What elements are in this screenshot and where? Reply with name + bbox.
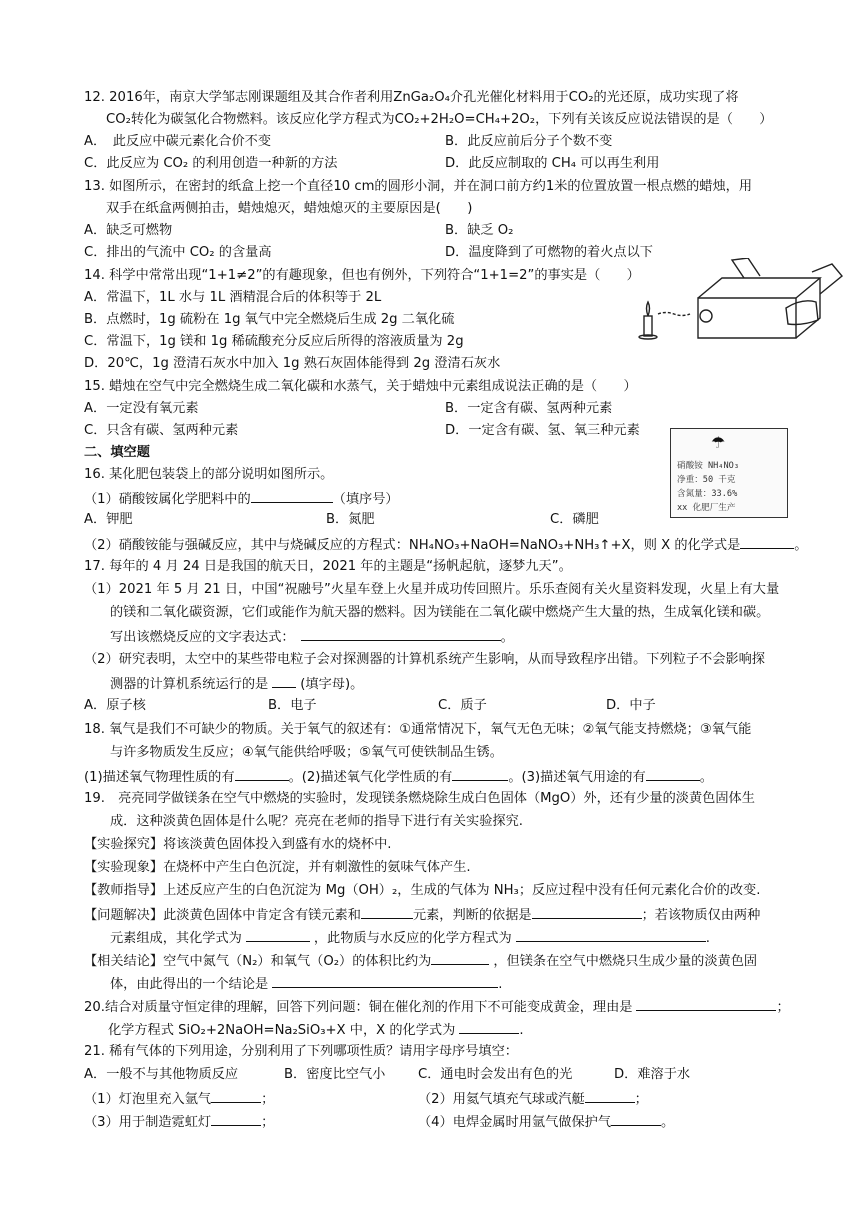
q20-2-text: 化学方程式 SiO₂+2NaOH=Na₂SiO₃+X 中，X 的化学式为 — [108, 1023, 456, 1038]
q21-4-text: （4）电焊金属时用氩气做保护气 — [418, 1115, 612, 1130]
q18-3-text: 。(3)描述氧气用途的有 — [508, 770, 646, 785]
fertilizer-name: 硝酸铵 NH₄NO₃ — [677, 461, 739, 471]
question-18-line-1: 18. 氧气是我们不可缺少的物质。关于氧气的叙述有：①通常情况下，氧气无色无味；②氧气能支持燃烧；③氧气能 — [84, 722, 752, 737]
q19-e-end: . — [705, 931, 710, 946]
q16-2-text: （2）硝酸铵能与强碱反应，其中与烧碱反应的方程式：NH₄NO₃+NaOH=NaNO₃+NH₃↑+X，则 X 的化学式是 — [84, 538, 741, 553]
question-20-line-1 — [84, 996, 790, 1018]
q21-1-blank[interactable] — [211, 1088, 261, 1103]
q19-e-blank[interactable] — [516, 927, 706, 942]
option-17a: A．原子核 — [84, 698, 146, 713]
q19-d-blank[interactable] — [246, 927, 310, 942]
experiment-phenomenon: 【实验现象】在烧杯中产生白色沉淀，并有刺激性的氨味气体产生. — [84, 860, 471, 875]
q19-b-blank[interactable] — [532, 904, 642, 919]
q20-2-end: . — [519, 1023, 524, 1038]
option-15b: B．一定含有碳、氢两种元素 — [445, 401, 613, 416]
option-13c: C．排出的气流中 CO₂ 的含量高 — [84, 245, 272, 260]
q16-1-blank[interactable] — [251, 488, 333, 503]
q21-4-blank[interactable] — [611, 1111, 661, 1126]
option-14b: B．点燃时，1g 硫粉在 1g 氧气中完全燃烧后生成 2g 二氧化硫 — [84, 312, 455, 327]
q18-1-blank[interactable] — [235, 766, 289, 781]
q20-1-blank[interactable] — [636, 996, 776, 1011]
question-21-part-1 — [84, 1088, 274, 1110]
q19-f-blank[interactable] — [431, 950, 489, 965]
question-16-part-2 — [84, 534, 807, 556]
question-21-part-4 — [418, 1111, 674, 1133]
q19-a-text: 【问题解决】此淡黄色固体中肯定含有镁元素和 — [84, 908, 361, 923]
option-21c: C．通电时会发出有色的光 — [418, 1067, 573, 1082]
q21-4-end: 。 — [661, 1115, 675, 1130]
question-19-line-1: 19. 亮亮同学做镁条在空气中燃烧的实验时，发现镁条燃烧除生成白色固体（MgO）外，还有少量的淡黄色固体生 — [84, 791, 755, 806]
teacher-guidance: 【教师指导】上述反应产生的白色沉淀为 Mg（OH）₂，生成的气体为 NH₃；反应过程中没有任何元素化合价的改变. — [84, 883, 761, 898]
option-16c: C．磷肥 — [550, 512, 599, 527]
q17-2-text: 测器的计算机系统运行的是 — [110, 677, 269, 692]
option-16b: B．氮肥 — [326, 512, 375, 527]
box-candle-figure — [636, 258, 846, 340]
option-12b: B．此反应前后分子个数不变 — [445, 134, 613, 149]
q18-2-text: 。(2)描述氧气化学性质的有 — [288, 770, 453, 785]
q19-f-text: 【相关结论】空气中氮气（N₂）和氧气（O₂）的体积比约为 — [84, 954, 432, 969]
q19-a-blank[interactable] — [361, 904, 413, 919]
question-16-part-1 — [84, 488, 399, 510]
question-13-line-2: 双手在纸盒两侧拍击，蜡烛熄灭，蜡烛熄灭的主要原因是( ) — [106, 201, 473, 216]
question-13-line-1: 13. 如图所示，在密封的纸盒上挖一个直径10 cm的圆形小洞，并在洞口前方约1米的位置放置一根点燃的蜡烛，用 — [84, 179, 753, 194]
fertilizer-maker: xx 化肥厂生产 — [677, 503, 736, 513]
q21-3-end: ； — [261, 1115, 275, 1130]
q21-1-text: （1）灯泡里充入氩气 — [84, 1092, 212, 1107]
q19-b-text: 元素，判断的依据是 — [412, 908, 532, 923]
q19-c-text: ；若该物质仅由两种 — [641, 908, 761, 923]
q18-end: 。 — [699, 770, 713, 785]
q21-3-blank[interactable] — [211, 1111, 261, 1126]
q20-1-end: ； — [776, 1000, 790, 1015]
q20-1-text: 20.结合对质量守恒定律的理解，回答下列问题：铜在催化剂的作用下不可能变成黄金，理由是 — [84, 1000, 633, 1015]
question-21: 21. 稀有气体的下列用途，分别利用了下列哪项性质？请用字母序号填空： — [84, 1044, 518, 1059]
fertilizer-weight: 净重：50 千克 — [677, 475, 736, 485]
option-13d: D．温度降到了可燃物的着火点以下 — [445, 245, 653, 260]
q19-g-end: . — [498, 977, 503, 992]
option-21d: D．难溶于水 — [614, 1067, 691, 1082]
option-12a: A． 此反应中碳元素化合价不变 — [84, 134, 272, 149]
option-21a: A．一般不与其他物质反应 — [84, 1067, 239, 1082]
problem-solving-line-1 — [84, 904, 760, 926]
question-17-part-1-line-1: （1）2021 年 5 月 21 日，中国“祝融号”火星车登上火星并成功传回照片。乐乐查阅有关火星资料发现，火星上有大量 — [84, 582, 780, 597]
q17-1-text: 写出该燃烧反应的文字表达式： — [110, 630, 295, 645]
q18-3-blank[interactable] — [646, 766, 700, 781]
fertilizer-label — [670, 428, 788, 518]
q20-2-blank[interactable] — [459, 1019, 519, 1034]
q18-1-text: (1)描述氧气物理性质的有 — [84, 770, 235, 785]
option-16a: A．钾肥 — [84, 512, 133, 527]
question-14: 14. 科学中常常出现“1+1≠2”的有趣现象，但也有例外，下列符合“1+1=2”的事实是（ ） — [84, 268, 640, 283]
question-17-part-1-line-3 — [110, 626, 514, 648]
question-21-part-3 — [84, 1111, 274, 1133]
problem-solving-line-2 — [110, 927, 710, 949]
q16-2-blank[interactable] — [740, 534, 794, 549]
q16-1-suffix: （填序号） — [332, 492, 399, 507]
q21-2-blank[interactable] — [585, 1088, 635, 1103]
conclusion-line-1 — [84, 950, 757, 972]
fertilizer-nitrogen: 含氮量：33.6% — [677, 489, 738, 499]
q17-1-end: 。 — [500, 630, 514, 645]
option-12c: C．此反应为 CO₂ 的利用创造一种新的方法 — [84, 156, 338, 171]
q21-2-end: ； — [634, 1092, 648, 1107]
question-18-parts — [84, 766, 713, 788]
option-14c: C．常温下，1g 镁和 1g 稀硫酸充分反应后所得的溶液质量为 2g — [84, 334, 464, 349]
question-19-line-2: 成．这种淡黄色固体是什么呢？亮亮在老师的指导下进行有关实验探究. — [110, 814, 524, 829]
option-17d: D．中子 — [606, 698, 656, 713]
section-heading-fill-in: 二、填空题 — [84, 445, 150, 460]
question-12-line-1: 12. 2016年，南京大学邹志刚课题组及其合作者利用ZnGa₂O₄介孔光催化材料用于CO₂的光还原，成功实现了将 — [84, 90, 739, 105]
q17-2-suffix: (填字母)。 — [300, 677, 364, 692]
q19-f-suffix: ，但镁条在空气中燃烧只生成少量的淡黄色固 — [493, 954, 758, 969]
question-20-line-2 — [108, 1019, 524, 1041]
q17-1-blank[interactable] — [301, 626, 501, 641]
conclusion-line-2 — [110, 973, 502, 995]
q19-g-text: 体，由此得出的一个结论是 — [110, 977, 269, 992]
q19-d-text: 元素组成，其化学式为 — [110, 931, 242, 946]
question-21-part-2 — [418, 1088, 648, 1110]
question-12-line-2: CO₂转化为碳氢化合物燃料。该反应化学方程式为CO₂+2H₂O=CH₄+2O₂，下列有关该反应说法错误的是（ ） — [106, 112, 773, 127]
option-15d: D．一定含有碳、氢、氧三种元素 — [445, 423, 640, 438]
q17-2-blank[interactable] — [272, 673, 296, 688]
experiment-explore: 【实验探究】将该淡黄色固体投入到盛有水的烧杯中. — [84, 837, 392, 852]
option-12d: D．此反应制取的 CH₄ 可以再生利用 — [445, 156, 660, 171]
option-15a: A．一定没有氧元素 — [84, 401, 199, 416]
option-13b: B．缺乏 O₂ — [445, 223, 514, 238]
question-15: 15. 蜡烛在空气中完全燃烧生成二氧化碳和水蒸气，关于蜡烛中元素组成说法正确的是（ ） — [84, 379, 637, 394]
option-15c: C．只含有碳、氢两种元素 — [84, 423, 239, 438]
question-16: 16. 某化肥包装袋上的部分说明如图所示。 — [84, 467, 334, 482]
question-17-part-2-line-2 — [110, 673, 363, 695]
question-18-line-2: 与许多物质发生反应；④氧气能供给呼吸；⑤氧气可使铁制品生锈。 — [110, 745, 503, 760]
option-13a: A．缺乏可燃物 — [84, 223, 173, 238]
q19-e-text: ，此物质与水反应的化学方程式为 — [313, 931, 512, 946]
q19-g-blank[interactable] — [272, 973, 498, 988]
q16-2-end: 。 — [794, 538, 808, 553]
option-17c: C．质子 — [438, 698, 487, 713]
q21-1-end: ； — [261, 1092, 275, 1107]
option-14d: D．20℃，1g 澄清石灰水中加入 1g 熟石灰固体能得到 2g 澄清石灰水 — [84, 356, 501, 371]
question-17-part-2-line-1: （2）研究表明，太空中的某些带电粒子会对探测器的计算机系统产生影响，从而导致程序出错。下列粒子不会影响探 — [84, 652, 765, 667]
umbrella-icon: ☂ — [711, 433, 726, 452]
question-17: 17. 每年的 4 月 24 日是我国的航天日，2021 年的主题是“扬帆起航，逐梦九天”。 — [84, 559, 572, 574]
option-14a: A．常温下，1L 水与 1L 酒精混合后的体积等于 2L — [84, 290, 382, 305]
q21-2-text: （2）用氦气填充气球或汽艇 — [418, 1092, 585, 1107]
q16-1-text: （1）硝酸铵属化学肥料中的 — [84, 492, 251, 507]
option-21b: B．密度比空气小 — [284, 1067, 386, 1082]
q21-3-text: （3）用于制造霓虹灯 — [84, 1115, 212, 1130]
option-17b: B．电子 — [268, 698, 317, 713]
q18-2-blank[interactable] — [452, 766, 508, 781]
question-17-part-1-line-2: 的镁和二氧化碳资源，它们或能作为航天器的燃料。因为镁能在二氧化碳中燃烧产生大量的热，生成氧化镁和碳。 — [110, 605, 770, 620]
